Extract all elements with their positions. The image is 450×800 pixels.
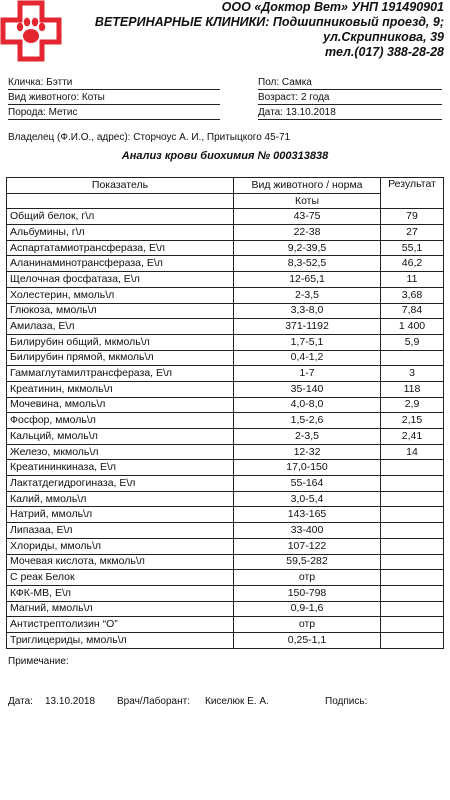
- row-indicator: Глюкоза, ммоль\л: [7, 303, 234, 319]
- table-row: [7, 601, 444, 617]
- row-norm: 0,4-1,2: [234, 350, 381, 366]
- row-result: [381, 460, 444, 476]
- row-indicator: Кальций, ммоль\л: [7, 429, 234, 445]
- table-row: [7, 444, 444, 460]
- row-norm: 3,0-5,4: [234, 491, 381, 507]
- row-norm: 55-164: [234, 476, 381, 492]
- column-header-indicator: Показатель: [7, 178, 234, 194]
- table-row: [7, 350, 444, 366]
- row-result: [381, 538, 444, 554]
- footer-doctor-value: Киселюк Е. А.: [205, 696, 269, 707]
- row-result: [381, 570, 444, 586]
- column-header-norm: Вид животного / норма: [234, 178, 381, 194]
- note-label: Примечание:: [8, 656, 69, 667]
- patient-info: [0, 76, 450, 122]
- row-indicator: Аспартатамиотрансфераза, Е\л: [7, 240, 234, 256]
- table-row: [7, 554, 444, 570]
- table-row: [7, 240, 444, 256]
- row-indicator: КФК-МВ, Е\л: [7, 585, 234, 601]
- row-result: 5,9: [381, 334, 444, 350]
- row-indicator: Холестерин, ммоль\л: [7, 287, 234, 303]
- row-norm: 35-140: [234, 381, 381, 397]
- row-indicator: Мочевина, ммоль\л: [7, 397, 234, 413]
- results-table: [6, 177, 444, 649]
- table-row: [7, 538, 444, 554]
- row-result: [381, 585, 444, 601]
- clinic-address: ул.Скрипникова, 39: [323, 30, 444, 44]
- row-norm: 43-75: [234, 209, 381, 225]
- row-indicator: Антистрептолизин “О”: [7, 617, 234, 633]
- row-indicator: Креатинин, мкмоль\л: [7, 381, 234, 397]
- row-indicator: Креатининкиназа, Е\л: [7, 460, 234, 476]
- row-result: 2,41: [381, 429, 444, 445]
- row-result: 55,1: [381, 240, 444, 256]
- row-result: 2,9: [381, 397, 444, 413]
- table-row: [7, 617, 444, 633]
- table-row: [7, 381, 444, 397]
- clinic-logo: [0, 0, 62, 62]
- table-row: [7, 491, 444, 507]
- row-norm: 3,3-8,0: [234, 303, 381, 319]
- owner-info: Владелец (Ф.И.О., адрес): Сторчоус А. И., Притыцкого 45-71: [8, 132, 291, 143]
- row-norm: 2-3,5: [234, 287, 381, 303]
- row-indicator: Гаммаглутамилтрансфераза, Е\л: [7, 366, 234, 382]
- row-indicator: Железо, мкмоль\л: [7, 444, 234, 460]
- table-row: [7, 334, 444, 350]
- row-indicator: Фосфор, ммоль\л: [7, 413, 234, 429]
- row-norm: 2-3,5: [234, 429, 381, 445]
- column-header-result: Результат: [381, 178, 444, 209]
- row-norm: 33-400: [234, 523, 381, 539]
- row-result: [381, 491, 444, 507]
- row-result: 1 400: [381, 319, 444, 335]
- row-indicator: Билирубин прямой, мкмоль\л: [7, 350, 234, 366]
- column-header-blank: [7, 193, 234, 209]
- table-row: [7, 209, 444, 225]
- analysis-date: Дата: 13.10.2018: [258, 106, 442, 120]
- row-result: 3: [381, 366, 444, 382]
- table-row: [7, 523, 444, 539]
- footer: [8, 696, 367, 707]
- row-indicator: Мочевая кислота, мкмоль\л: [7, 554, 234, 570]
- row-result: 27: [381, 225, 444, 241]
- clinic-title: ВЕТЕРИНАРНЫЕ КЛИНИКИ: Подшипниковый проезд, 9;: [94, 15, 444, 29]
- row-indicator: Билирубин общий, мкмоль\л: [7, 334, 234, 350]
- table-row: [7, 476, 444, 492]
- row-result: [381, 523, 444, 539]
- row-norm: 371-1192: [234, 319, 381, 335]
- table-row: [7, 303, 444, 319]
- row-result: 118: [381, 381, 444, 397]
- clinic-phone: тел.(017) 388-28-28: [325, 45, 444, 59]
- row-indicator: С реак Белок: [7, 570, 234, 586]
- patient-sex: Пол: Самка: [258, 76, 442, 90]
- row-norm: 150-798: [234, 585, 381, 601]
- row-norm: 12-32: [234, 444, 381, 460]
- row-indicator: Амилаза, Е\л: [7, 319, 234, 335]
- table-row: [7, 397, 444, 413]
- column-header-species: Коты: [234, 193, 381, 209]
- clinic-company: ООО «Доктор Вет» УНП 191490901: [221, 0, 444, 14]
- row-norm: 4,0-8,0: [234, 397, 381, 413]
- row-norm: 143-165: [234, 507, 381, 523]
- row-indicator: Общий белок, г\л: [7, 209, 234, 225]
- table-row: [7, 225, 444, 241]
- row-indicator: Щелочная фосфатаза, Е\л: [7, 272, 234, 288]
- row-norm: 12-65,1: [234, 272, 381, 288]
- row-norm: 17,0-150: [234, 460, 381, 476]
- row-indicator: Липазаа, Е\л: [7, 523, 234, 539]
- table-row: [7, 429, 444, 445]
- row-norm: 8,3-52,5: [234, 256, 381, 272]
- table-row: [7, 460, 444, 476]
- row-result: [381, 632, 444, 648]
- patient-name: Кличка: Бэтти: [8, 76, 220, 90]
- row-norm: 1,5-2,6: [234, 413, 381, 429]
- row-result: [381, 476, 444, 492]
- table-row: [7, 287, 444, 303]
- clinic-header: [70, 0, 444, 60]
- table-row: [7, 319, 444, 335]
- table-row: [7, 507, 444, 523]
- row-indicator: Аланинаминотрансфераза, Е\л: [7, 256, 234, 272]
- row-norm: 9,2-39,5: [234, 240, 381, 256]
- footer-date-label: Дата:: [8, 696, 33, 707]
- row-indicator: Натрий, ммоль\л: [7, 507, 234, 523]
- row-indicator: Триглицериды, ммоль\л: [7, 632, 234, 648]
- row-norm: 59,5-282: [234, 554, 381, 570]
- patient-species: Вид животного: Коты: [8, 91, 220, 105]
- row-norm: 1,7-5,1: [234, 334, 381, 350]
- patient-breed: Порода: Метис: [8, 106, 220, 120]
- row-result: [381, 507, 444, 523]
- row-norm: отр: [234, 570, 381, 586]
- row-indicator: Альбумины, г\л: [7, 225, 234, 241]
- row-result: 14: [381, 444, 444, 460]
- row-result: 79: [381, 209, 444, 225]
- row-result: 3,68: [381, 287, 444, 303]
- patient-age: Возраст: 2 года: [258, 91, 442, 105]
- row-indicator: Магний, ммоль\л: [7, 601, 234, 617]
- row-norm: 1-7: [234, 366, 381, 382]
- row-norm: 0,9-1,6: [234, 601, 381, 617]
- table-row: [7, 585, 444, 601]
- table-row: [7, 256, 444, 272]
- footer-date-value: 13.10.2018: [45, 696, 96, 707]
- row-result: [381, 617, 444, 633]
- row-indicator: Лактатдегидрогиназа, Е\л: [7, 476, 234, 492]
- row-result: 11: [381, 272, 444, 288]
- row-norm: 107-122: [234, 538, 381, 554]
- row-norm: отр: [234, 617, 381, 633]
- row-result: [381, 554, 444, 570]
- row-result: 46,2: [381, 256, 444, 272]
- table-row: [7, 366, 444, 382]
- table-row: [7, 632, 444, 648]
- table-row: [7, 570, 444, 586]
- row-indicator: Калий, ммоль\л: [7, 491, 234, 507]
- row-norm: 0,25-1,1: [234, 632, 381, 648]
- row-result: 7,84: [381, 303, 444, 319]
- row-result: [381, 601, 444, 617]
- row-result: [381, 350, 444, 366]
- row-indicator: Хлориды, ммоль\л: [7, 538, 234, 554]
- row-norm: 22-38: [234, 225, 381, 241]
- footer-signature-label: Подпись:: [325, 696, 368, 707]
- table-row: [7, 272, 444, 288]
- table-row: [7, 413, 444, 429]
- row-result: 2,15: [381, 413, 444, 429]
- analysis-title: Анализ крови биохимия № 000313838: [121, 150, 329, 162]
- footer-doctor-label: Врач/Лаборант:: [117, 696, 190, 707]
